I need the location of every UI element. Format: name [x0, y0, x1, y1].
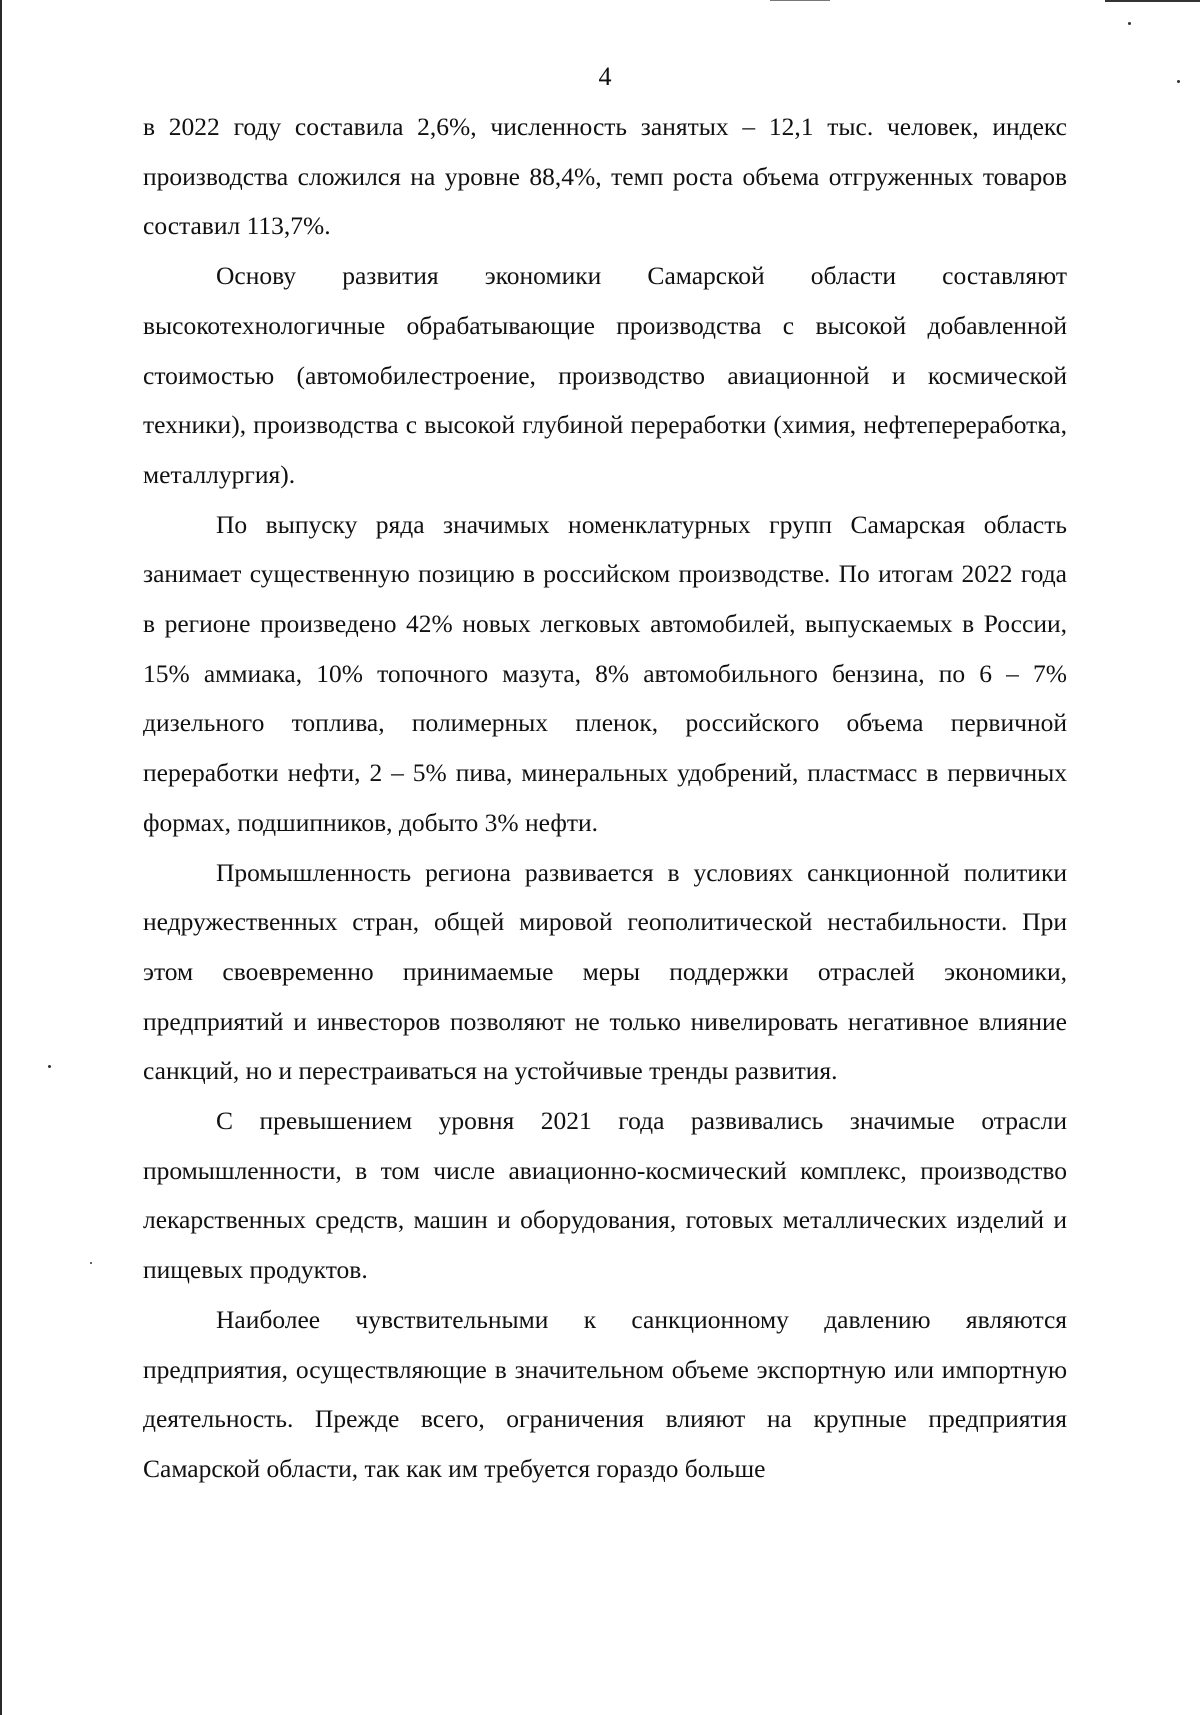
- paragraph-4: Промышленность региона развивается в условиях санкционной политики недружественных стран, общей мировой геополитической нестабильности. При этом своевременно принимаемые меры поддержки отраслей экономики, предприятий и инвесторов позволяют не только нивелировать негативное влияние санкций, но и перестраиваться на устойчивые тренды развития.: [143, 857, 1067, 1086]
- paragraph-5: С превышением уровня 2021 года развивались значимые отрасли промышленности, в том числе авиационно-космический комплекс, производство лекарственных средств, машин и оборудования, готовых металлических изделий и пищевых продуктов.: [143, 1106, 1067, 1285]
- paragraph-6: Наиболее чувствительными к санкционному давлению являются предприятия, осуществляющие в значительном объеме экспортную или импортную деятельность. Прежде всего, ограничения влияют на крупные предприятия Самарской области, так как им требуется гораздо больше: [143, 1304, 1067, 1483]
- scan-edge-top: [1105, 0, 1200, 2]
- scan-dot: [48, 1065, 51, 1068]
- scan-edge-left: [0, 0, 2, 1715]
- scan-mark-top: [770, 0, 830, 1]
- paragraph-3: По выпуску ряда значимых номенклатурных групп Самарская область занимает существенную позицию в российском производстве. По итогам 2022 года в регионе произведено 42% новых легковых автомобилей, выпускаемых в России, 15% аммиака, 10% топочного мазута, 8% автомобильного бензина, по 6 – 7% дизельного топлива, полимерных пленок, российского объема первичной переработки нефти, 2 – 5% пива, минеральных удобрений, пластмасс в первичных формах, подшипников, добыто 3% нефти.: [143, 509, 1067, 837]
- body-text: [143, 102, 1067, 1494]
- paragraph-1: в 2022 году составила 2,6%, численность занятых – 12,1 тыс. человек, индекс производства сложился на уровне 88,4%, темп роста объема отгруженных товаров составил 113,7%.: [143, 112, 1067, 241]
- scan-dot: [1128, 22, 1131, 25]
- scan-dot: [90, 1262, 92, 1264]
- paragraph-2: Основу развития экономики Самарской области составляют высокотехнологичные обрабатывающие производства с высокой добавленной стоимостью (автомобилестроение, производство авиационной и космической техники), производства с высокой глубиной переработки (химия, нефтепереработка, металлургия).: [143, 261, 1067, 489]
- page-number: 4: [598, 62, 612, 91]
